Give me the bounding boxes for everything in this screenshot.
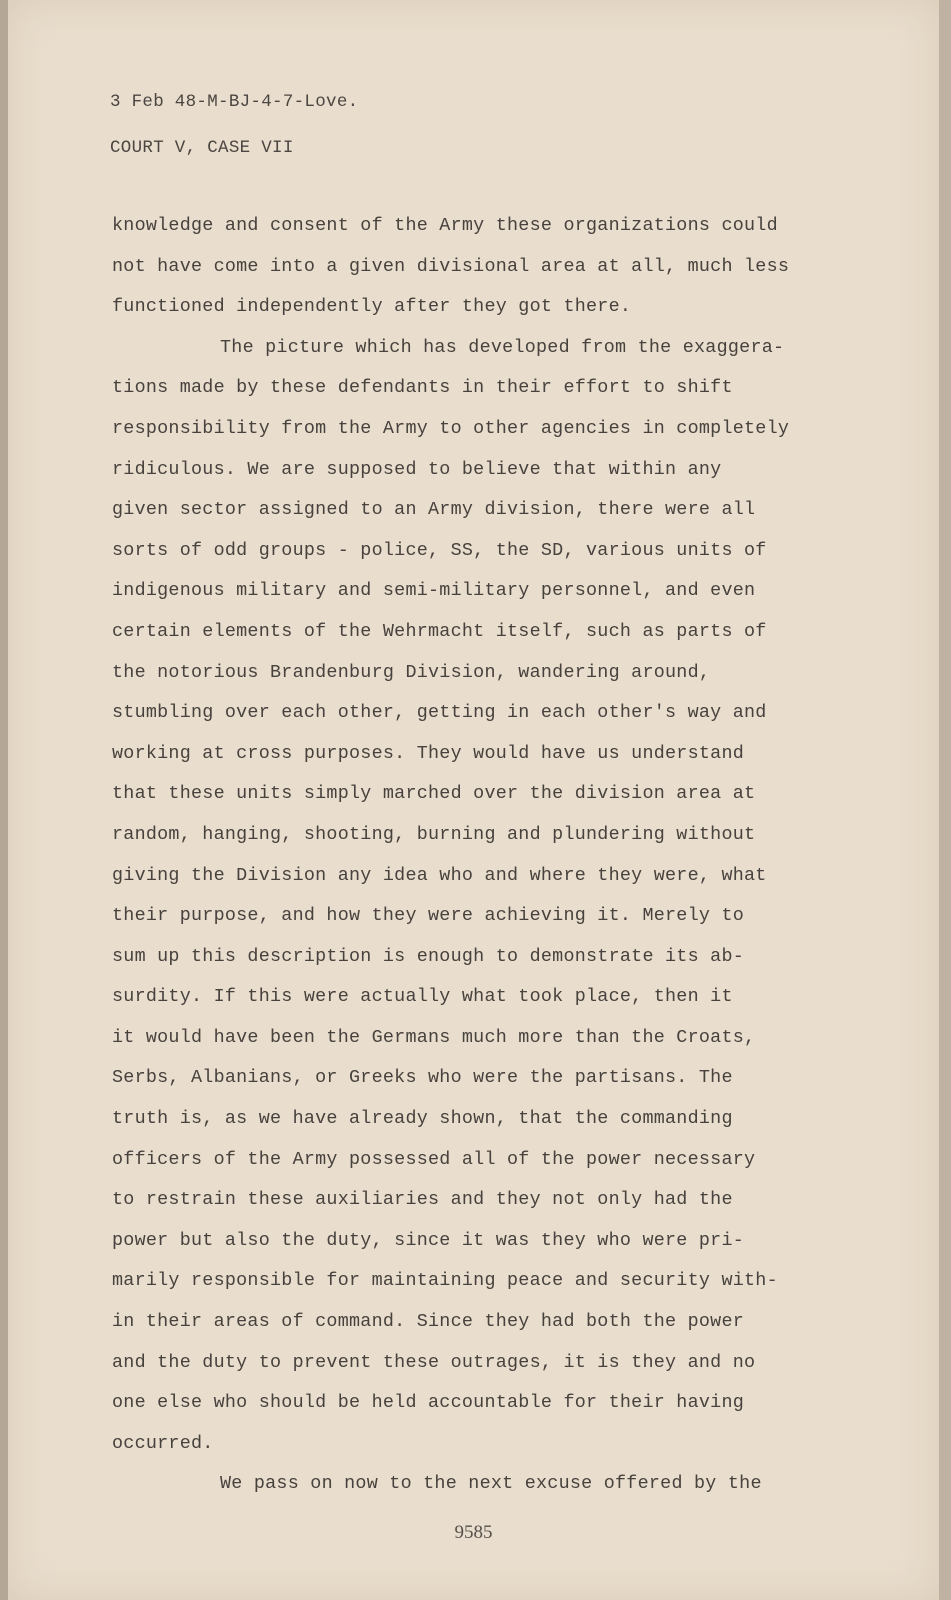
text-line: stumbling over each other, getting in each other's way and	[112, 702, 767, 724]
text-line: not have come into a given divisional area at all, much less	[112, 255, 790, 277]
text-line: functioned independently after they got there.	[112, 296, 632, 318]
text-line: the notorious Brandenburg Division, wandering around,	[112, 661, 711, 683]
text-line: given sector assigned to an Army division, there were all	[112, 499, 756, 521]
text-line: to restrain these auxiliaries and they not only had the	[112, 1189, 733, 1211]
text-line: responsibility from the Army to other agencies in completely	[112, 417, 790, 439]
text-line: sorts of odd groups - police, SS, the SD, various units of	[112, 539, 767, 561]
text-line: surdity. If this were actually what took place, then it	[112, 986, 733, 1008]
text-line: Serbs, Albanians, or Greeks who were the partisans. The	[112, 1067, 733, 1089]
document-reference: 3 Feb 48-M-BJ-4-7-Love.	[110, 92, 359, 112]
text-line: tions made by these defendants in their effort to shift	[112, 377, 733, 399]
text-line: ridiculous. We are supposed to believe that within any	[112, 458, 722, 480]
text-line: their purpose, and how they were achieving it. Merely to	[112, 905, 745, 927]
court-case-heading: COURT V, CASE VII	[110, 138, 294, 158]
text-line: power but also the duty, since it was they who were pri-	[112, 1229, 745, 1251]
text-line: and the duty to prevent these outrages, it is they and no	[112, 1351, 756, 1373]
text-line: that these units simply marched over the division area at	[112, 783, 756, 805]
text-line: We pass on now to the next excuse offered by the	[220, 1473, 762, 1495]
page-number: 9585	[454, 1522, 493, 1543]
text-line: working at cross purposes. They would have us understand	[112, 742, 745, 764]
text-line: it would have been the Germans much more than the Croats,	[112, 1026, 756, 1048]
text-line: one else who should be held accountable for their having	[112, 1392, 745, 1414]
text-line: random, hanging, shooting, burning and plundering without	[112, 823, 756, 845]
binding-edge	[0, 0, 8, 1600]
text-line: sum up this description is enough to demonstrate its ab-	[112, 945, 745, 967]
document-body	[112, 206, 852, 1505]
text-line: indigenous military and semi-military personnel, and even	[112, 580, 756, 602]
text-line: marily responsible for maintaining peace and security with-	[112, 1270, 778, 1292]
document-page	[8, 0, 939, 1600]
text-line: occurred.	[112, 1432, 214, 1454]
text-line: officers of the Army possessed all of the power necessary	[112, 1148, 756, 1170]
text-line: giving the Division any idea who and where they were, what	[112, 864, 767, 886]
text-line: The picture which has developed from the exaggera-	[220, 336, 785, 358]
text-line: certain elements of the Wehrmacht itself, such as parts of	[112, 620, 767, 642]
text-line: in their areas of command. Since they had both the power	[112, 1311, 745, 1333]
text-line: truth is, as we have already shown, that the commanding	[112, 1108, 733, 1130]
text-line: knowledge and consent of the Army these organizations could	[112, 215, 778, 236]
